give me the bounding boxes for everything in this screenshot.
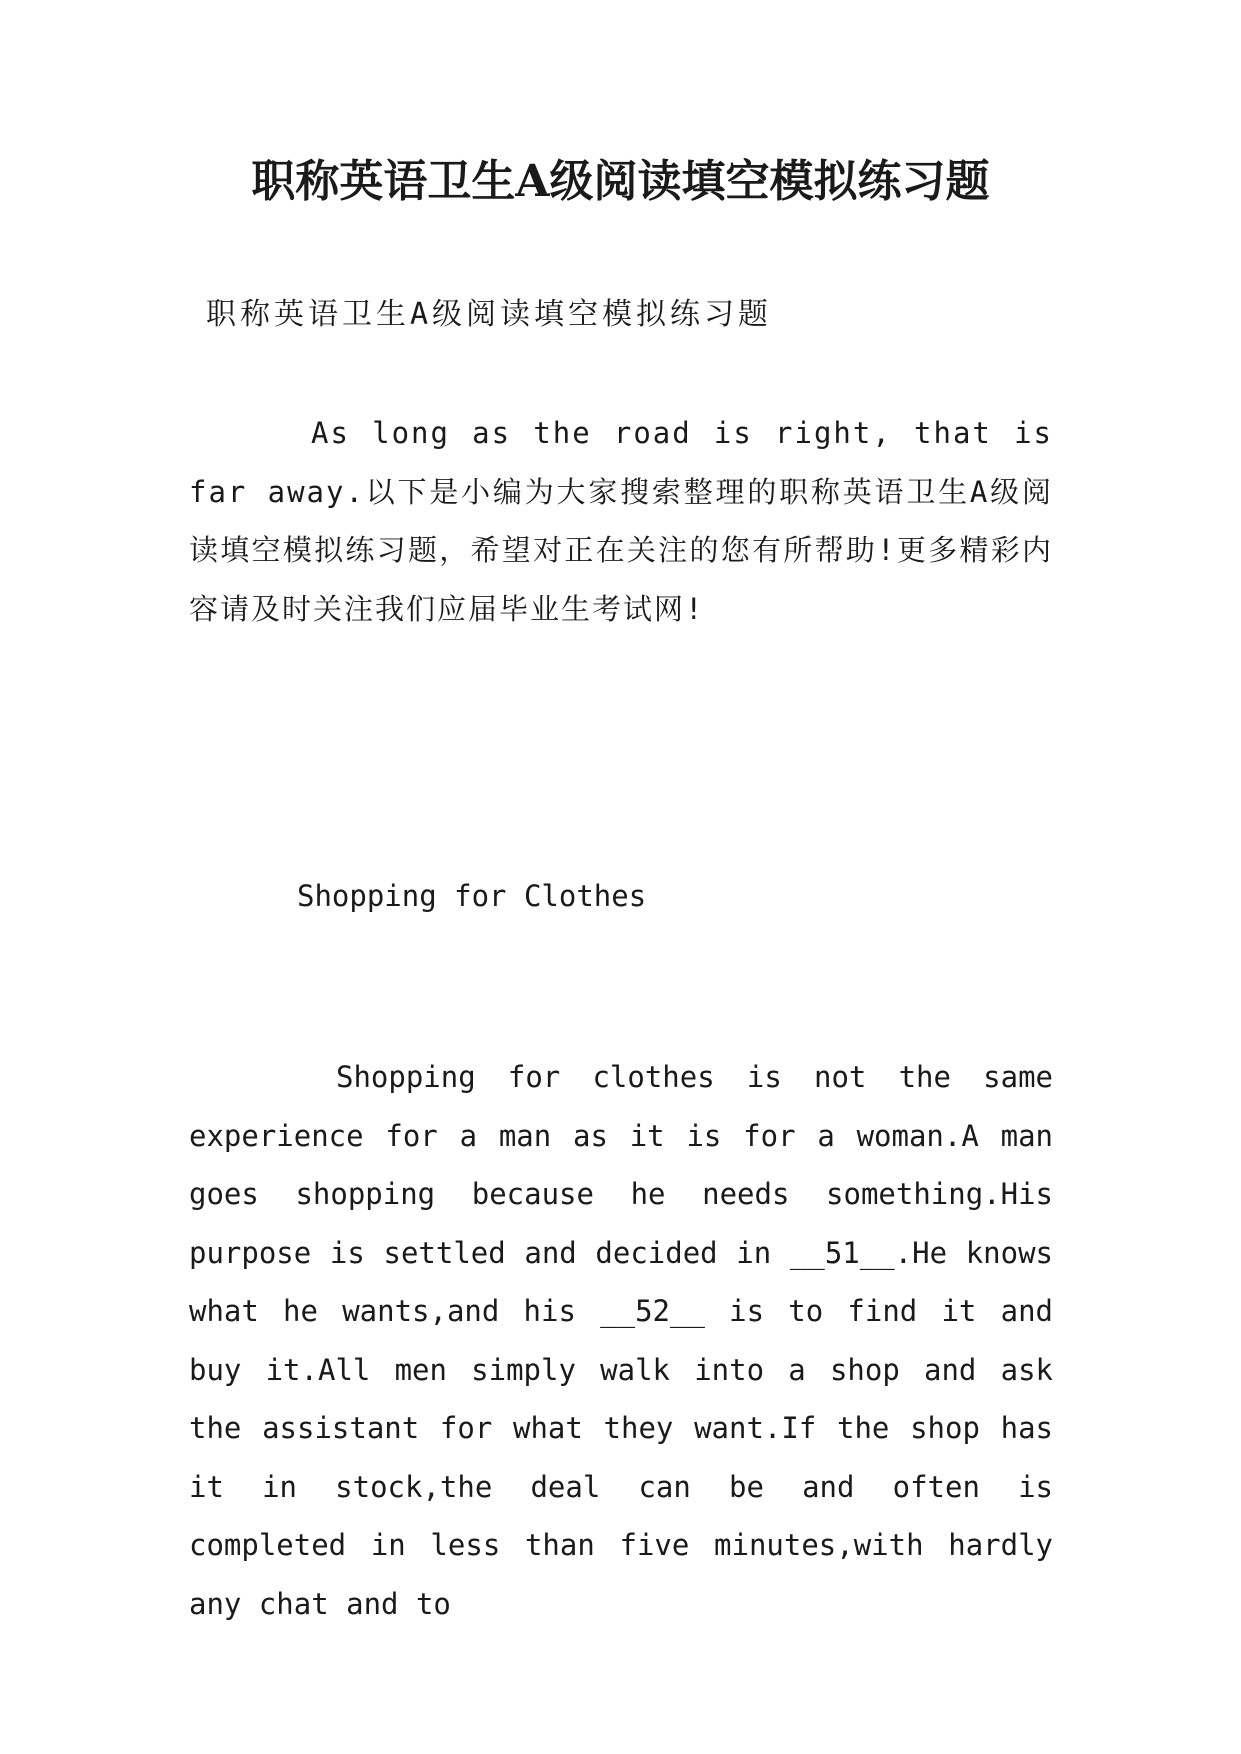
document-title: 职称英语卫生A级阅读填空模拟练习题: [251, 156, 990, 207]
section-heading: Shopping for Clothes: [297, 879, 647, 913]
document-subtitle: 职称英语卫生A级阅读填空模拟练习题: [206, 297, 773, 332]
passage-paragraph: Shopping for clothes is not the same experience for a man as it is for a woman.A man goes shopping because he needs something.His purpose is settled and decided in __51__.He knows what he wants,and his __52__ is to find it and buy it.All men simply walk into a shop and ask the assistant for what they want.If the shop has it in stock,the deal can be and often is completed in less than five minutes,with hardly any chat and to: [189, 1060, 1053, 1621]
intro-paragraph: As long as the road is right, that is far away.以下是小编为大家搜索整理的职称英语卫生A级阅读填空模拟练习题，希望对正在关注的您有所帮助!更多精彩内容请及时关注我们应届毕业生考试网!: [189, 416, 1053, 626]
